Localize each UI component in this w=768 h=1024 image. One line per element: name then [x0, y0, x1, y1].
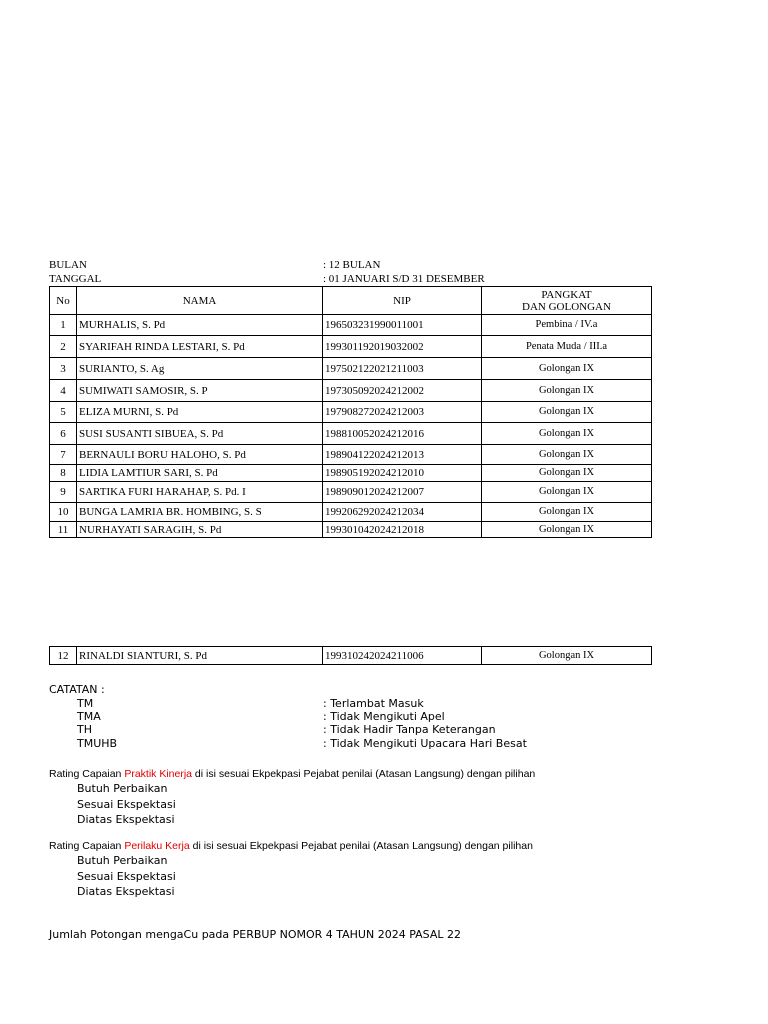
potongan-note: Jumlah Potongan mengaCu pada PERBUP NOMOR 4 TAHUN 2024 PASAL 22: [49, 928, 461, 941]
tanggal-value: : 01 JANUARI S/D 31 DESEMBER: [323, 273, 485, 285]
row-nama: SUMIWATI SAMOSIR, S. P: [77, 380, 323, 402]
column-header-nip: NIP: [323, 287, 482, 315]
row-pangkat: Golongan IX: [482, 482, 652, 503]
table-row: [50, 423, 652, 445]
row-nip: 199310242024211006: [323, 647, 482, 665]
row-no: 1: [50, 315, 77, 336]
row-nama: SUSI SUSANTI SIBUEA, S. Pd: [77, 423, 323, 445]
row-nama: RINALDI SIANTURI, S. Pd: [77, 647, 323, 665]
table-row: [50, 315, 652, 336]
employee-table: [49, 286, 652, 538]
table-row: [50, 402, 652, 423]
row-no: 6: [50, 423, 77, 445]
row-nama: BERNAULI BORU HALOHO, S. Pd: [77, 445, 323, 465]
row-pangkat: Golongan IX: [482, 647, 652, 665]
row-no: 9: [50, 482, 77, 503]
row-pangkat: Golongan IX: [482, 380, 652, 402]
row-nip: 198904122024212013: [323, 445, 482, 465]
row-nip: 197908272024212003: [323, 402, 482, 423]
row-no: 8: [50, 465, 77, 482]
catatan-code: TH: [77, 723, 92, 736]
table-row: [50, 336, 652, 358]
table-row: [50, 358, 652, 380]
catatan-code: TM: [77, 697, 94, 710]
bulan-value: : 12 BULAN: [323, 259, 381, 271]
row-no: 2: [50, 336, 77, 358]
rating-praktik-highlight: Praktik Kinerja: [124, 768, 193, 780]
rating-perilaku-highlight: Perilaku Kerja: [124, 840, 190, 852]
rating-praktik-option: Diatas Ekspektasi: [77, 813, 175, 826]
table-row: [50, 380, 652, 402]
row-no: 4: [50, 380, 77, 402]
row-pangkat: Golongan IX: [482, 402, 652, 423]
row-nama: BUNGA LAMRIA BR. HOMBING, S. S: [77, 503, 323, 522]
rating-perilaku-prefix: Rating Capaian: [49, 840, 125, 852]
row-nip: 199301042024212018: [323, 522, 482, 538]
row-pangkat: Golongan IX: [482, 465, 652, 482]
row-pangkat: Golongan IX: [482, 522, 652, 538]
table-row: [50, 482, 652, 503]
catatan-title: CATATAN :: [49, 683, 105, 696]
column-header-pangkat: [482, 287, 652, 315]
row-nip: 198905192024212010: [323, 465, 482, 482]
tanggal-label: TANGGAL: [49, 273, 102, 285]
row-pangkat: Penata Muda / III.a: [482, 336, 652, 358]
rating-perilaku-line: [49, 840, 533, 852]
column-header-nama: NAMA: [77, 287, 323, 315]
column-header-pangkat-line1: PANGKAT: [541, 288, 592, 301]
row-nip: 199301192019032002: [323, 336, 482, 358]
table-row: [50, 445, 652, 465]
row-nama: LIDIA LAMTIUR SARI, S. Pd: [77, 465, 323, 482]
row-pangkat: Pembina / IV.a: [482, 315, 652, 336]
row-pangkat: Golongan IX: [482, 445, 652, 465]
rating-praktik-option: Butuh Perbaikan: [77, 782, 168, 795]
row-pangkat: Golongan IX: [482, 423, 652, 445]
row-nama: ELIZA MURNI, S. Pd: [77, 402, 323, 423]
rating-perilaku-suffix: di isi sesuai Ekpekpasi Pejabat penilai (Atasan Langsung) dengan pilihan: [189, 840, 533, 852]
table-row: [50, 647, 652, 665]
rating-praktik-suffix: di isi sesuai Ekpekpasi Pejabat penilai (Atasan Langsung) dengan pilihan: [192, 768, 536, 780]
row-no: 11: [50, 522, 77, 538]
catatan-desc: : Tidak Mengikuti Upacara Hari Besat: [323, 737, 527, 750]
rating-praktik-option: Sesuai Ekspektasi: [77, 798, 176, 811]
bulan-label: BULAN: [49, 259, 87, 271]
row-no: 5: [50, 402, 77, 423]
row-nama: SARTIKA FURI HARAHAP, S. Pd. I: [77, 482, 323, 503]
row-nip: 198909012024212007: [323, 482, 482, 503]
row-nip: 197305092024212002: [323, 380, 482, 402]
column-header-no: No: [50, 287, 77, 315]
row-nip: 197502122021211003: [323, 358, 482, 380]
row-nip: 199206292024212034: [323, 503, 482, 522]
row-pangkat: Golongan IX: [482, 503, 652, 522]
table-row: [50, 503, 652, 522]
row-nip: 198810052024212016: [323, 423, 482, 445]
catatan-desc: : Tidak Hadir Tanpa Keterangan: [323, 723, 496, 736]
row-no: 12: [50, 647, 77, 665]
row-nip: 196503231990011001: [323, 315, 482, 336]
row-nama: SURIANTO, S. Ag: [77, 358, 323, 380]
row-nama: NURHAYATI SARAGIH, S. Pd: [77, 522, 323, 538]
row-nama: SYARIFAH RINDA LESTARI, S. Pd: [77, 336, 323, 358]
row-pangkat: Golongan IX: [482, 358, 652, 380]
row-no: 10: [50, 503, 77, 522]
table-row: [50, 465, 652, 482]
rating-perilaku-option: Diatas Ekspektasi: [77, 885, 175, 898]
row-no: 7: [50, 445, 77, 465]
catatan-desc: : Tidak Mengikuti Apel: [323, 710, 445, 723]
catatan-desc: : Terlambat Masuk: [323, 697, 424, 710]
column-header-pangkat-line2: DAN GOLONGAN: [522, 300, 611, 313]
rating-perilaku-option: Sesuai Ekspektasi: [77, 870, 176, 883]
employee-table-continued: [49, 646, 652, 665]
row-nama: MURHALIS, S. Pd: [77, 315, 323, 336]
rating-perilaku-option: Butuh Perbaikan: [77, 854, 168, 867]
table-row: [50, 522, 652, 538]
rating-praktik-line: [49, 768, 535, 780]
row-no: 3: [50, 358, 77, 380]
catatan-code: TMA: [77, 710, 101, 723]
table-header-row: [50, 287, 652, 315]
rating-praktik-prefix: Rating Capaian: [49, 768, 125, 780]
catatan-code: TMUHB: [77, 737, 118, 750]
